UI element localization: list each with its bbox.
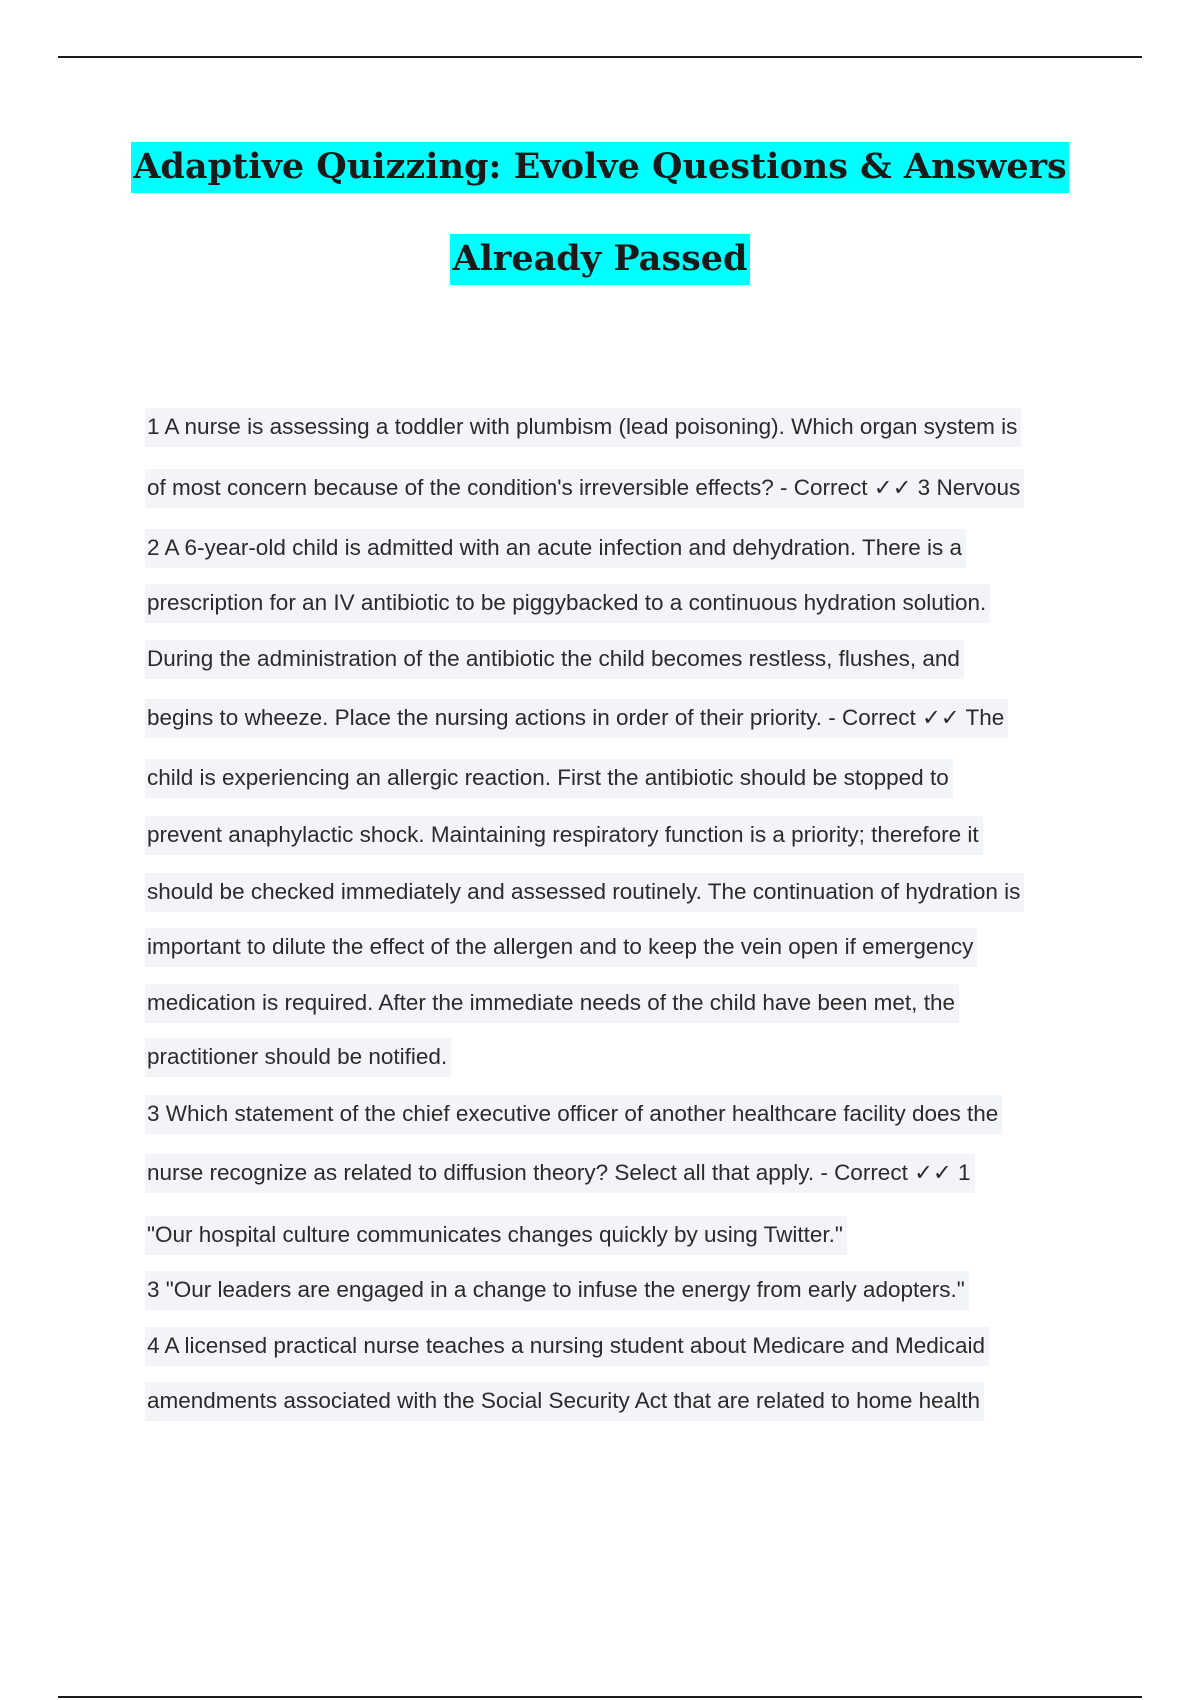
- body-line: 3 Which statement of the chief executive officer of another healthcare facility does the: [145, 1101, 1002, 1127]
- body-line: "Our hospital culture communicates changes quickly by using Twitter.": [145, 1222, 847, 1248]
- document-title-line-2: [0, 238, 1200, 279]
- top-rule: [58, 56, 1142, 58]
- body-line: should be checked immediately and assessed routinely. The continuation of hydration is: [145, 879, 1024, 905]
- body-line: amendments associated with the Social Security Act that are related to home health: [145, 1388, 984, 1414]
- body-line: nurse recognize as related to diffusion theory? Select all that apply. - Correct ✓✓ 1: [145, 1160, 975, 1186]
- body-line: 1 A nurse is assessing a toddler with plumbism (lead poisoning). Which organ system is: [145, 414, 1021, 440]
- body-line: 4 A licensed practical nurse teaches a nursing student about Medicare and Medicaid: [145, 1333, 989, 1359]
- body-line: prescription for an IV antibiotic to be piggybacked to a continuous hydration solution.: [145, 590, 990, 616]
- bottom-rule: [58, 1696, 1142, 1698]
- body-line: medication is required. After the immediate needs of the child have been met, the: [145, 990, 959, 1016]
- body-line: prevent anaphylactic shock. Maintaining respiratory function is a priority; therefore it: [145, 822, 983, 848]
- body-line: During the administration of the antibiotic the child becomes restless, flushes, and: [145, 646, 964, 672]
- document-title-line-1: [0, 146, 1200, 187]
- body-line: begins to wheeze. Place the nursing actions in order of their priority. - Correct ✓✓ The: [145, 705, 1008, 731]
- body-line: 2 A 6-year-old child is admitted with an acute infection and dehydration. There is a: [145, 535, 966, 561]
- body-line: child is experiencing an allergic reaction. First the antibiotic should be stopped to: [145, 765, 953, 791]
- title-highlight-1: Adaptive Quizzing: Evolve Questions & Answers: [131, 142, 1068, 193]
- title-highlight-2: Already Passed: [450, 234, 749, 285]
- body-line: of most concern because of the condition's irreversible effects? - Correct ✓✓ 3 Nervous: [145, 475, 1024, 501]
- body-line: practitioner should be notified.: [145, 1044, 451, 1070]
- body-line: 3 "Our leaders are engaged in a change to infuse the energy from early adopters.": [145, 1277, 969, 1303]
- body-line: important to dilute the effect of the allergen and to keep the vein open if emergency: [145, 934, 977, 960]
